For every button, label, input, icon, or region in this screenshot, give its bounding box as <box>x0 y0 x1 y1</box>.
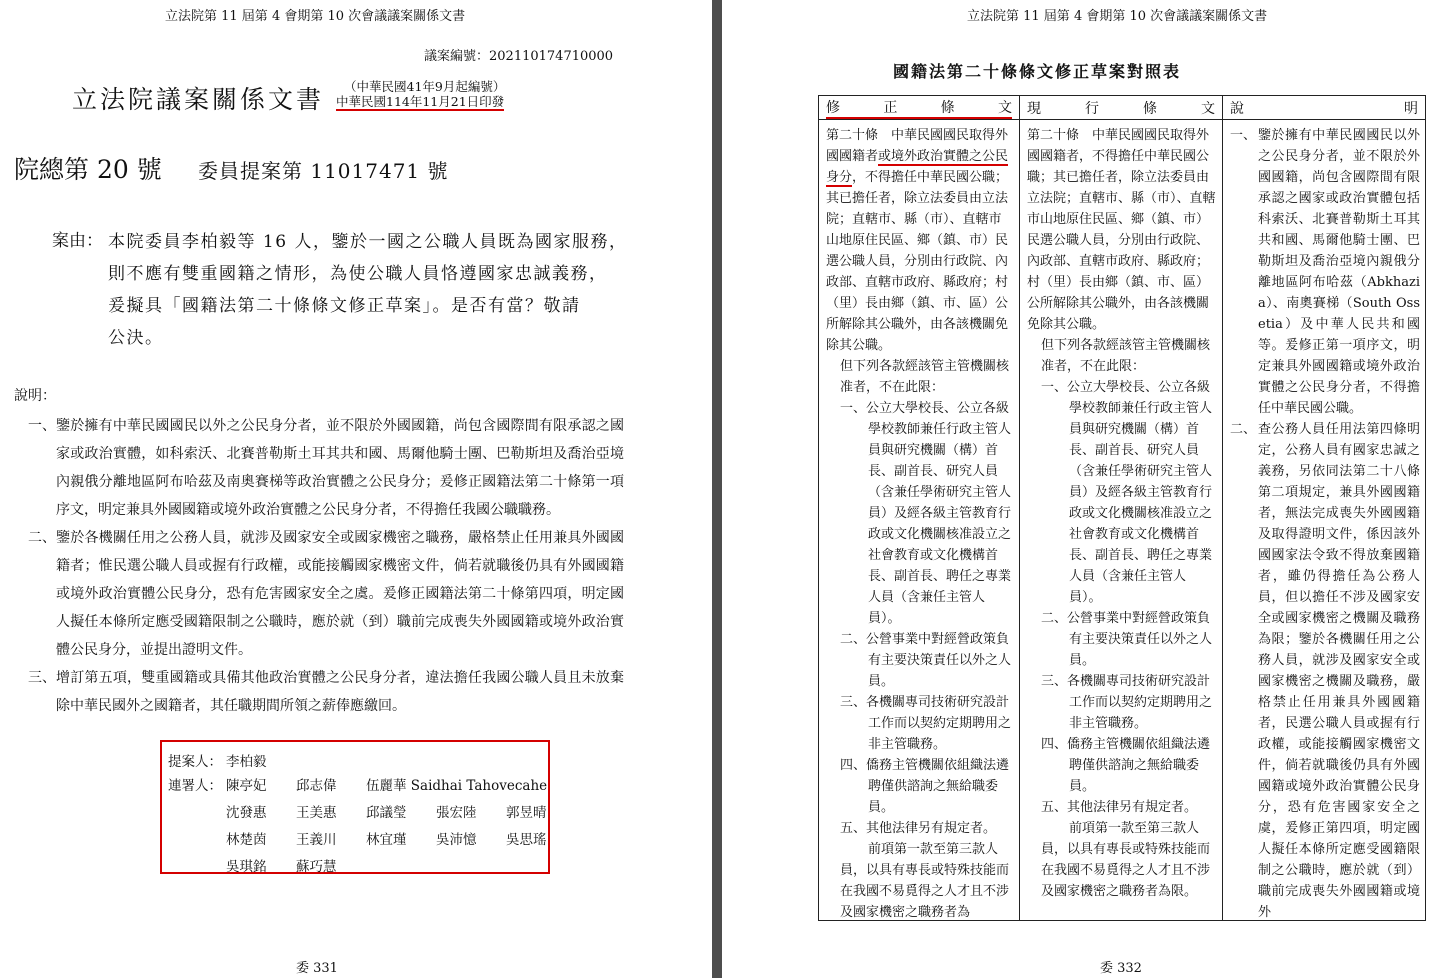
list-item <box>1027 797 1217 818</box>
following-paragraph: 前項第一款至第三款人員，以具有專長或特殊技能而在我國不易覓得之人才且不涉及國家機密之職務者為限。 <box>1041 821 1211 899</box>
table-body-row <box>819 120 1425 920</box>
cosigner-name: 王義川 <box>296 832 337 848</box>
text-span: ，不得擔任中華民國公職；其已擔任者，除立法委員由立法院；直轄市、縣（市）、直轄市山地原住民區、鄉（鎮、市）民選公職人員，分別由行政院、內政部、直轄市政府、縣政府；村（里）長由鄉（鎮、市、區）公所解除其公職外，由各該機關免除其公職。 <box>826 170 1009 353</box>
page-divider <box>712 0 722 978</box>
running-header: 立法院第 11 屆第 4 會期第 10 次會議議案關係文書 <box>165 9 466 24</box>
cosigner-name: 伍麗華 Saidhai Tahovecahe <box>366 778 548 794</box>
header-char: 修 <box>826 99 840 116</box>
signatories-box <box>160 740 550 874</box>
case-line: 則不應有雙重國籍之情形，為使公職人員恪遵國家忠誠義務， <box>108 264 608 284</box>
text-span: 第二十條 中華民國國民取得外國國籍者 <box>826 128 1009 164</box>
current-text-cell <box>1020 120 1223 920</box>
notes-column-header <box>1223 96 1425 119</box>
cosigner-name: 王美惠 <box>296 805 337 821</box>
proviso-text: 但下列各款經該管主管機關核准者，不在此限： <box>840 359 1010 395</box>
cosigner-name: 陳亭妃 <box>226 778 267 794</box>
page-number: 委 331 <box>296 961 338 976</box>
header-char: 行 <box>1085 100 1099 117</box>
header-char: 條 <box>1143 100 1157 117</box>
list-item <box>826 755 1014 818</box>
proposal-number: 委員提案第 11017471 號 <box>198 159 449 183</box>
cosigner-row <box>168 773 548 881</box>
item-text: 二、公營事業中對經營政策負有主要決策責任以外之人員。 <box>1041 611 1213 668</box>
list-item <box>1027 377 1217 608</box>
running-header: 立法院第 11 屆第 4 會期第 10 次會議議案關係文書 <box>967 9 1268 24</box>
bill-number: 議案編號：202110174710000 <box>424 49 614 64</box>
following-paragraph: 前項第一款至第三款人員，以具有專長或特殊技能而在我國不易覓得之人才且不涉及國家機密之職務者為 <box>840 842 1010 920</box>
case-line: 本院委員李柏毅等 16 人，鑒於一國之公職人員既為國家服務， <box>108 232 628 252</box>
notes-cell <box>1223 120 1425 920</box>
amended-text-cell <box>819 120 1020 920</box>
header-char: 明 <box>1404 100 1418 117</box>
print-date-block <box>336 79 505 111</box>
cosigner-name: 張宏陸 <box>436 805 477 821</box>
cosigner-name: 吳琪銘 <box>226 859 267 875</box>
header-char: 文 <box>997 99 1012 116</box>
table-header-row <box>819 96 1425 120</box>
proposer-name: 李柏毅 <box>226 753 267 770</box>
item-number: 二、 <box>1230 422 1257 437</box>
proviso-text: 但下列各款經該管主管機關核准者，不在此限： <box>1041 338 1211 374</box>
item-text: 鑒於擁有中華民國國民以外之公民身分者，並不限於外國國籍，尚包含國際間有限承認之國家或政治實體包括科索沃、北賽普勒斯土耳其共和國、馬爾他騎士團、巴勒斯坦及喬治亞境內親俄分離地區阿布哈茲（Abkhazia）、南奧賽梯（South Ossetia）及中華人民共和國等。爰修正第一項序文，明定兼具外國國籍或境外政治實體之公民身分者，不得擔任中華民國公職。 <box>1258 128 1420 416</box>
item-text: 鑒於各機關任用之公務人員，就涉及國家安全或國家機密之職務，嚴格禁止任用兼具外國國籍者；惟民選公職人員或握有行政權，或能接觸國家機密文件，倘若就職後仍具有外國國籍或境外政治實體公民身分，恐有危害國家安全之虞。爰修正國籍法第二十條第四項，明定國人擬任本條所定應受國籍限制之公職時，應於就（到）職前完成喪失外國國籍或境外政治實體公民身分，並提出證明文件。 <box>56 530 624 658</box>
proposer-row <box>168 746 542 773</box>
header-char: 文 <box>1201 100 1215 117</box>
item-text: 鑒於擁有中華民國國民以外之公民身分者，並不限於外國國籍，尚包含國際間有限承認之國家或政治實體，如科索沃、北賽普勒斯土耳其共和國、馬爾他騎士團、巴勒斯坦及喬治亞境內親俄分離地區阿布哈茲及南奧賽梯等政治實體之公民身分；爰修正國籍法第二十條第一項序文，明定兼具外國國籍或境外政治實體之公民身分者，不得擔任我國公職職務。 <box>56 418 624 518</box>
header-char: 說 <box>1230 100 1244 117</box>
cosigner-name: 沈發惠 <box>226 805 267 821</box>
yuan-zong-number: 院總第 20 號 <box>14 155 162 184</box>
header-char: 現 <box>1027 100 1041 117</box>
cosigner-label: 連署人： <box>168 778 222 794</box>
case-body <box>108 226 628 354</box>
list-item <box>826 398 1014 629</box>
cosigner-name: 吳沛憶 <box>436 832 477 848</box>
cosigner-name: 蘇巧慧 <box>296 859 337 875</box>
article-first-paragraph <box>826 125 1014 356</box>
comparison-table <box>818 95 1426 921</box>
cosigner-name: 邱志偉 <box>296 778 337 794</box>
case-line: 爰擬具「國籍法第二十條條文修正草案」。是否有當？敬請 <box>108 296 581 316</box>
left-page <box>0 0 712 978</box>
item-text: 一、公立大學校長、公立各級學校教師兼任行政主管人員與研究機關（構）首長、副首長、研究人員（含兼任學術研究主管人員）及經各級主管教育行政或文化機關核准設立之社會教育或文化機構首長、副首長、聘任之專業人員（含兼任主管人員）。 <box>840 401 1012 626</box>
amended-new-text: 或境外政治實體之公民身分 <box>826 149 1009 185</box>
table-title: 國籍法第二十條條文修正草案對照表 <box>893 62 1182 81</box>
explanation-item <box>28 524 624 664</box>
explanation-item <box>28 412 624 524</box>
list-item <box>1027 608 1217 671</box>
list-item <box>826 818 1014 839</box>
page-number: 委 332 <box>1100 961 1142 976</box>
note-item <box>1230 125 1420 419</box>
numbering-since: （中華民國41年9月起編號） <box>344 79 506 94</box>
item-text: 五、其他法律另有規定者。 <box>840 821 997 836</box>
item-text: 查公務人員任用法第四條明定，公務人員有國家忠誠之義務，另依同法第二十八條第二項規定，兼具外國國籍者，無法完成喪失外國國籍及取得證明文件，係因該外國國家法令致不得放棄國籍者，雖仍得擔任為公務人員，但以擔任不涉及國家安全或國家機密之機關及職務為限；鑒於各機關任用之公務人員，就涉及國家安全或國家機密之機關及職務，嚴格禁止任用兼具外國國籍者，民選公職人員或握有行政權，或能接觸國家機密文件，倘若就職後仍具有外國國籍或境外政治實體公民身分，恐有危害國家安全之虞，爰修正第四項，明定國人擬任本條所定應受國籍限制之公職時，應於就（到）職前完成喪失外國國籍或境外 <box>1258 422 1420 920</box>
list-item <box>826 692 1014 755</box>
header-char: 條 <box>940 99 955 116</box>
item-text: 四、僑務主管機關依組織法遴聘僅供諮詢之無給職委員。 <box>1041 737 1211 794</box>
item-text: 增訂第五項，雙重國籍或具備其他政治實體之公民身分者，違法擔任我國公職人員且未放棄除中華民國外之國籍者，其任職期間所領之薪俸應繳回。 <box>56 670 624 714</box>
document-title: 立法院議案關係文書 <box>72 85 325 114</box>
cosigner-name: 吳思瑤 <box>506 832 547 848</box>
item-number: 三、 <box>28 670 56 686</box>
note-item <box>1230 419 1420 920</box>
cosigner-name: 邱議瑩 <box>366 805 407 821</box>
explanation-item <box>28 664 624 720</box>
current-column-header <box>1020 96 1223 119</box>
explanation-list <box>28 412 624 720</box>
item-number: 一、 <box>1230 128 1257 143</box>
list-item <box>1027 734 1217 797</box>
item-text: 四、僑務主管機關依組織法遴聘僅供諮詢之無給職委員。 <box>840 758 1010 815</box>
header-char: 正 <box>883 99 898 116</box>
cosigner-name: 林宜瑾 <box>366 832 407 848</box>
amended-column-header <box>819 96 1020 119</box>
cosigner-name: 林楚茵 <box>226 832 267 848</box>
item-text: 三、各機關專司技術研究設計工作而以契約定期聘用之非主管職務。 <box>1041 674 1213 731</box>
cosigner-name: 郭昱晴 <box>506 805 547 821</box>
item-text: 一、公立大學校長、公立各級學校教師兼任行政主管人員與研究機關（構）首長、副首長、研究人員（含兼任學術研究主管人員）及經各級主管教育行政或文化機關核准設立之社會教育或文化機構首長、副首長、聘任之專業人員（含兼任主管人員）。 <box>1041 380 1213 605</box>
list-item <box>826 629 1014 692</box>
print-date: 中華民國114年11月21日印發 <box>336 94 505 109</box>
explanation-label: 說明： <box>14 388 56 404</box>
list-item <box>1027 671 1217 734</box>
cosigner-grid <box>226 773 576 881</box>
item-text: 二、公營事業中對經營政策負有主要決策責任以外之人員。 <box>840 632 1012 689</box>
case-line: 公決。 <box>108 328 164 348</box>
case-label: 案由： <box>52 231 103 251</box>
item-number: 二、 <box>28 530 56 546</box>
item-text: 三、各機關專司技術研究設計工作而以契約定期聘用之非主管職務。 <box>840 695 1012 752</box>
proposer-label: 提案人： <box>168 753 222 770</box>
item-text: 五、其他法律另有規定者。 <box>1041 800 1198 815</box>
article-first-paragraph: 第二十條 中華民國國民取得外國國籍者，不得擔任中華民國公職；其已擔任者，除立法委員由立法院；直轄市、縣（市）、直轄市山地原住民區、鄉（鎮、市）民選公職人員，分別由行政院、內政部、直轄市政府、縣政府；村（里）長由鄉（鎮、市、區）公所解除其公職外，由各該機關免除其公職。 <box>1027 128 1216 332</box>
item-number: 一、 <box>28 418 56 434</box>
